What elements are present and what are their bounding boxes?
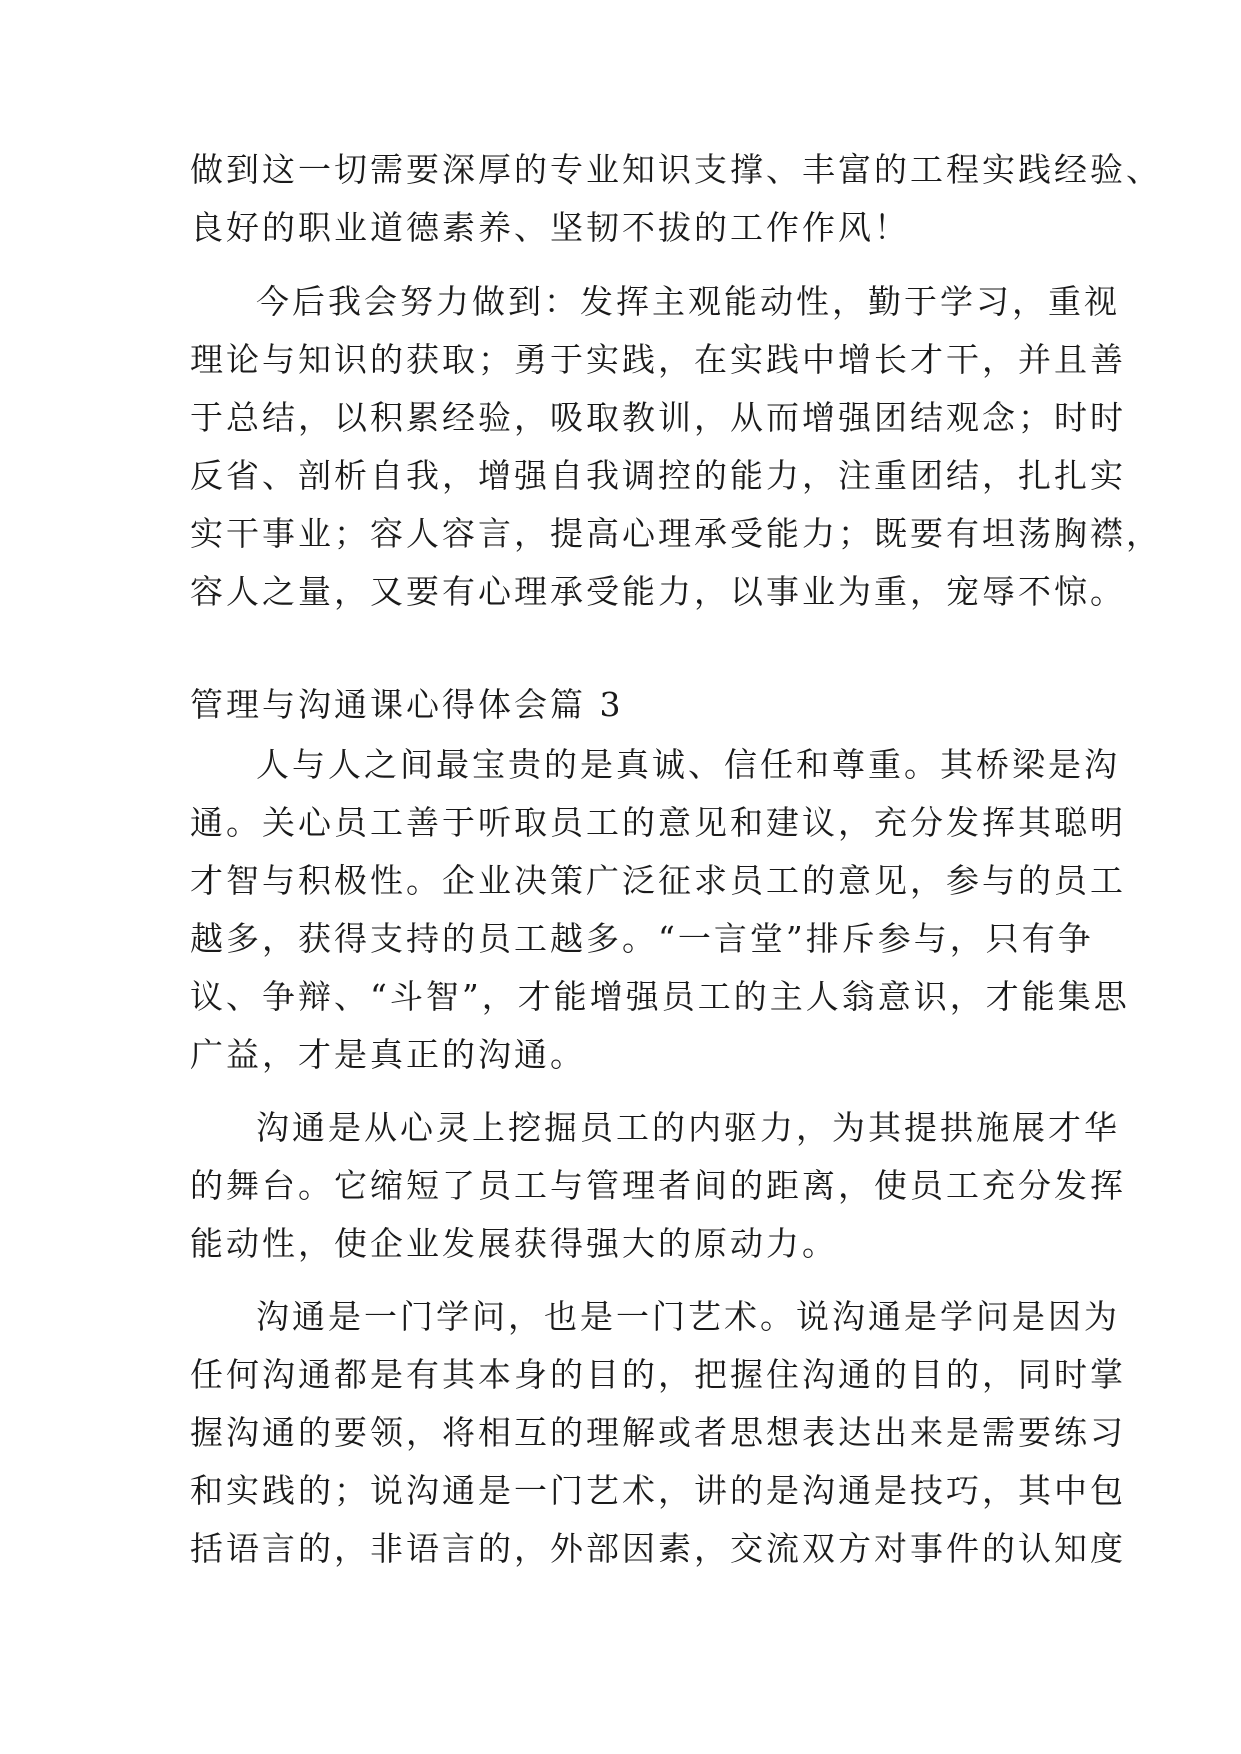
- text-line: 才智与积极性。企业决策广泛征求员工的意见，参与的员工: [190, 861, 1126, 900]
- text-line: 议、争辩、“斗智”，才能增强员工的主人翁意识，才能集思: [190, 977, 1130, 1016]
- text-line: 能动性，使企业发展获得强大的原动力。: [190, 1224, 838, 1263]
- paragraph-start: 今后我会努力做到：发挥主观能动性，勤于学习，重视: [256, 282, 1120, 321]
- text-line: 于总结，以积累经验，吸取教训，从而增强团结观念；时时: [190, 398, 1126, 437]
- text-line: 通。关心员工善于听取员工的意见和建议，充分发挥其聪明: [190, 803, 1126, 842]
- text-line: 理论与知识的获取；勇于实践，在实践中增长才干，并且善: [190, 340, 1126, 379]
- paragraph-start: 沟通是一门学问，也是一门艺术。说沟通是学问是因为: [256, 1297, 1120, 1336]
- section-heading: 管理与沟通课心得体会篇 3: [190, 685, 624, 724]
- text-line: 握沟通的要领，将相互的理解或者思想表达出来是需要练习: [190, 1413, 1126, 1452]
- text-line: 任何沟通都是有其本身的目的，把握住沟通的目的，同时掌: [190, 1355, 1126, 1394]
- text-line: 广益，才是真正的沟通。: [190, 1035, 586, 1074]
- text-line: 括语言的，非语言的，外部因素，交流双方对事件的认知度: [190, 1529, 1126, 1568]
- text-line: 良好的职业道德素养、坚韧不拔的工作作风！: [190, 208, 910, 247]
- text-line: 容人之量，又要有心理承受能力，以事业为重，宠辱不惊。: [190, 572, 1126, 611]
- text-line: 做到这一切需要深厚的专业知识支撑、丰富的工程实践经验、: [190, 150, 1162, 189]
- text-line: 越多，获得支持的员工越多。“一言堂”排斥参与，只有争: [190, 919, 1094, 958]
- text-line: 和实践的；说沟通是一门艺术，讲的是沟通是技巧，其中包: [190, 1471, 1126, 1510]
- paragraph-start: 沟通是从心灵上挖掘员工的内驱力，为其提拱施展才华: [256, 1108, 1120, 1147]
- paragraph-start: 人与人之间最宝贵的是真诚、信任和尊重。其桥梁是沟: [256, 745, 1120, 784]
- text-line: 实干事业；容人容言，提高心理承受能力；既要有坦荡胸襟，: [190, 514, 1162, 553]
- text-line: 的舞台。它缩短了员工与管理者间的距离，使员工充分发挥: [190, 1166, 1126, 1205]
- text-line: 反省、剖析自我，增强自我调控的能力，注重团结，扎扎实: [190, 456, 1126, 495]
